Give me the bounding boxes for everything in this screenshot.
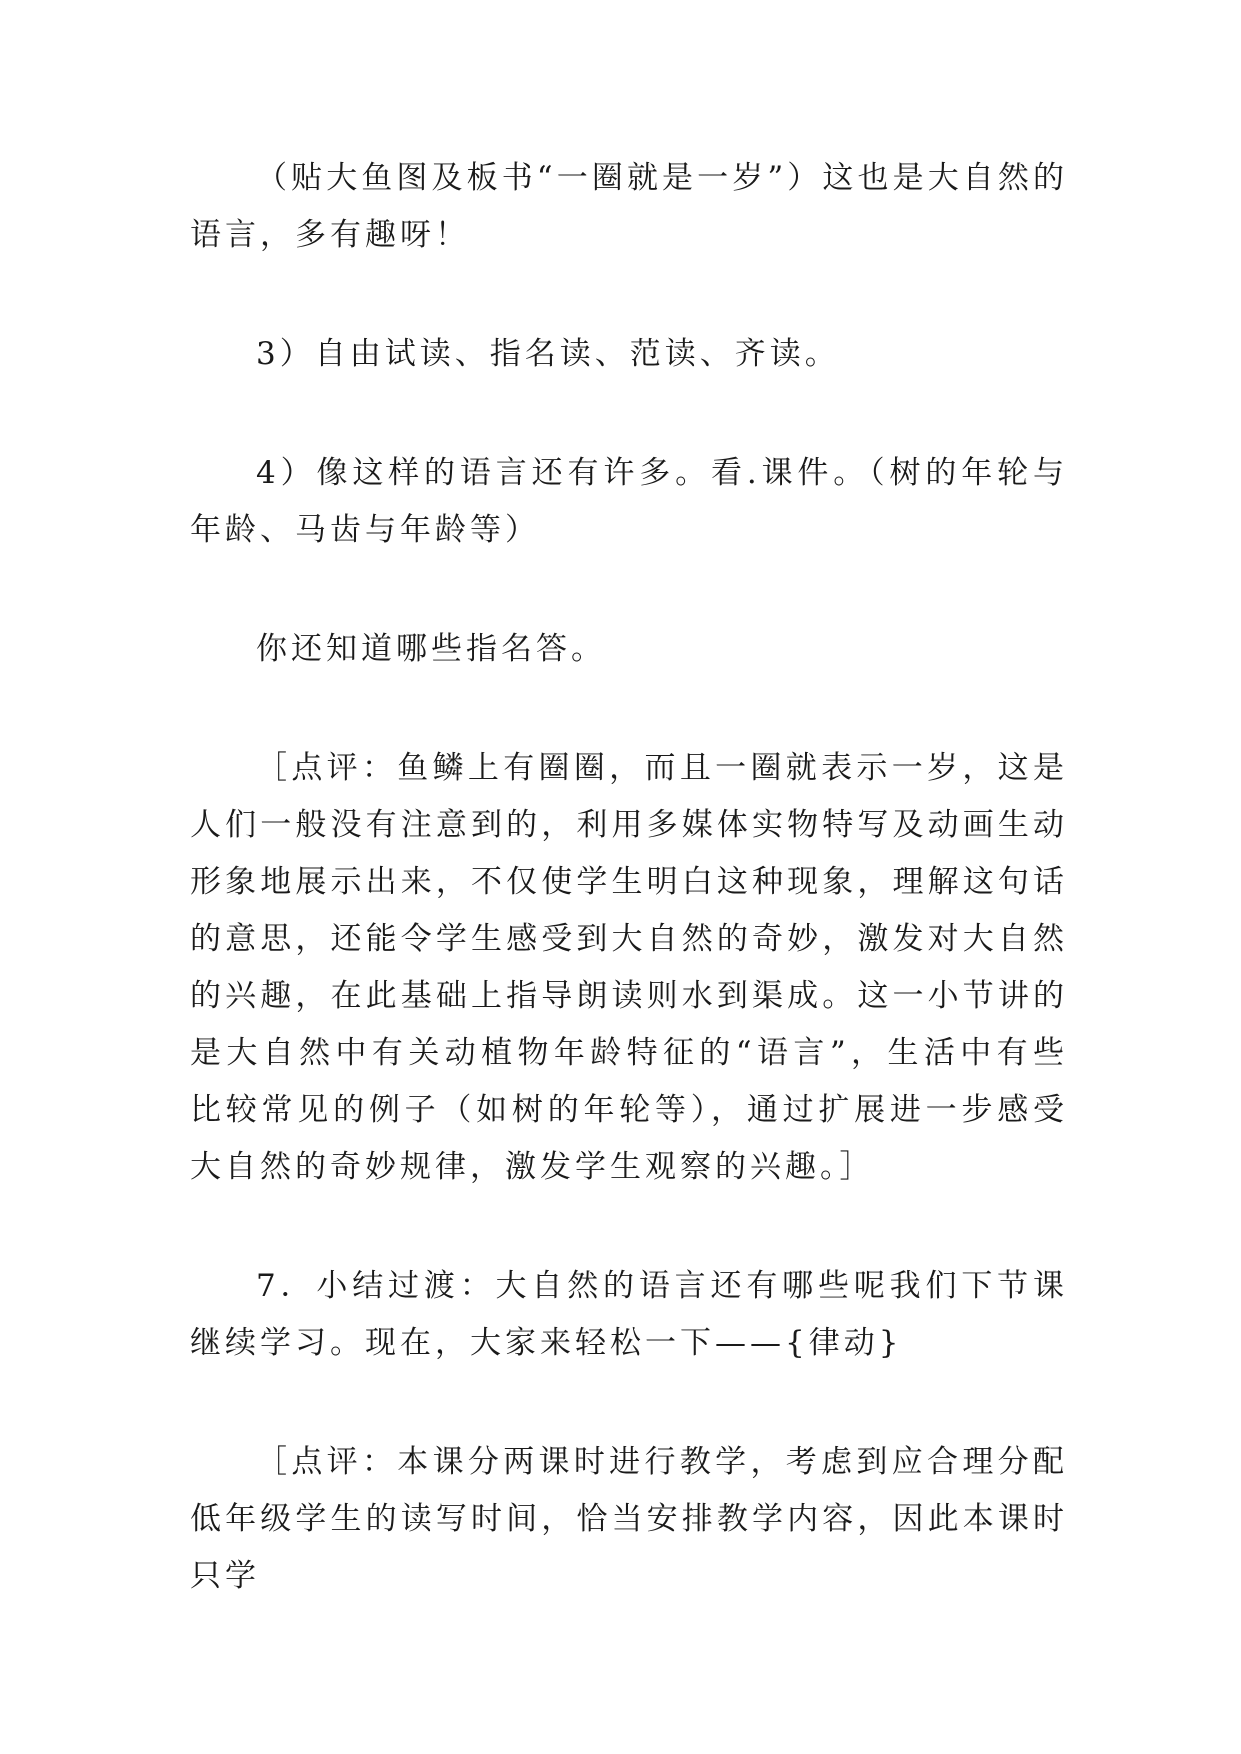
paragraph-commentary-2: ［点评：本课分两课时进行教学，考虑到应合理分配低年级学生的读写时间，恰当安排教学内容，因此本课时只学 [190, 1444, 1068, 1594]
document-body [190, 150, 1068, 1605]
paragraph-commentary-1: ［点评：鱼鳞上有圈圈，而且一圈就表示一岁，这是人们一般没有注意到的，利用多媒体实物特写及动画生动形象地展示出来，不仅使学生明白这种现象，理解这句话的意思，还能令学生感受到大自然的奇妙，激发对大自然的兴趣，在此基础上指导朗读则水到渠成。这一小节讲的是大自然中有关动植物年龄特征的“语言”，生活中有些比较常见的例子（如树的年轮等），通过扩展进一步感受大自然的奇妙规律，激发学生观察的兴趣。］ [190, 750, 1068, 1185]
paragraph-summary-transition: 7．小结过渡：大自然的语言还有哪些呢我们下节课继续学习。现在，大家来轻松一下——{律动} [190, 1268, 1068, 1361]
paragraph-fish-scale-intro: （贴大鱼图及板书“一圈就是一岁”）这也是大自然的语言，多有趣呀！ [190, 160, 1068, 253]
paragraph-more-examples: 4）像这样的语言还有许多。看.课件。（树的年轮与年龄、马齿与年龄等） [190, 455, 1068, 548]
paragraph-question: 你还知道哪些指名答。 [256, 631, 606, 667]
paragraph-reading-practice: 3）自由试读、指名读、范读、齐读。 [256, 336, 840, 372]
